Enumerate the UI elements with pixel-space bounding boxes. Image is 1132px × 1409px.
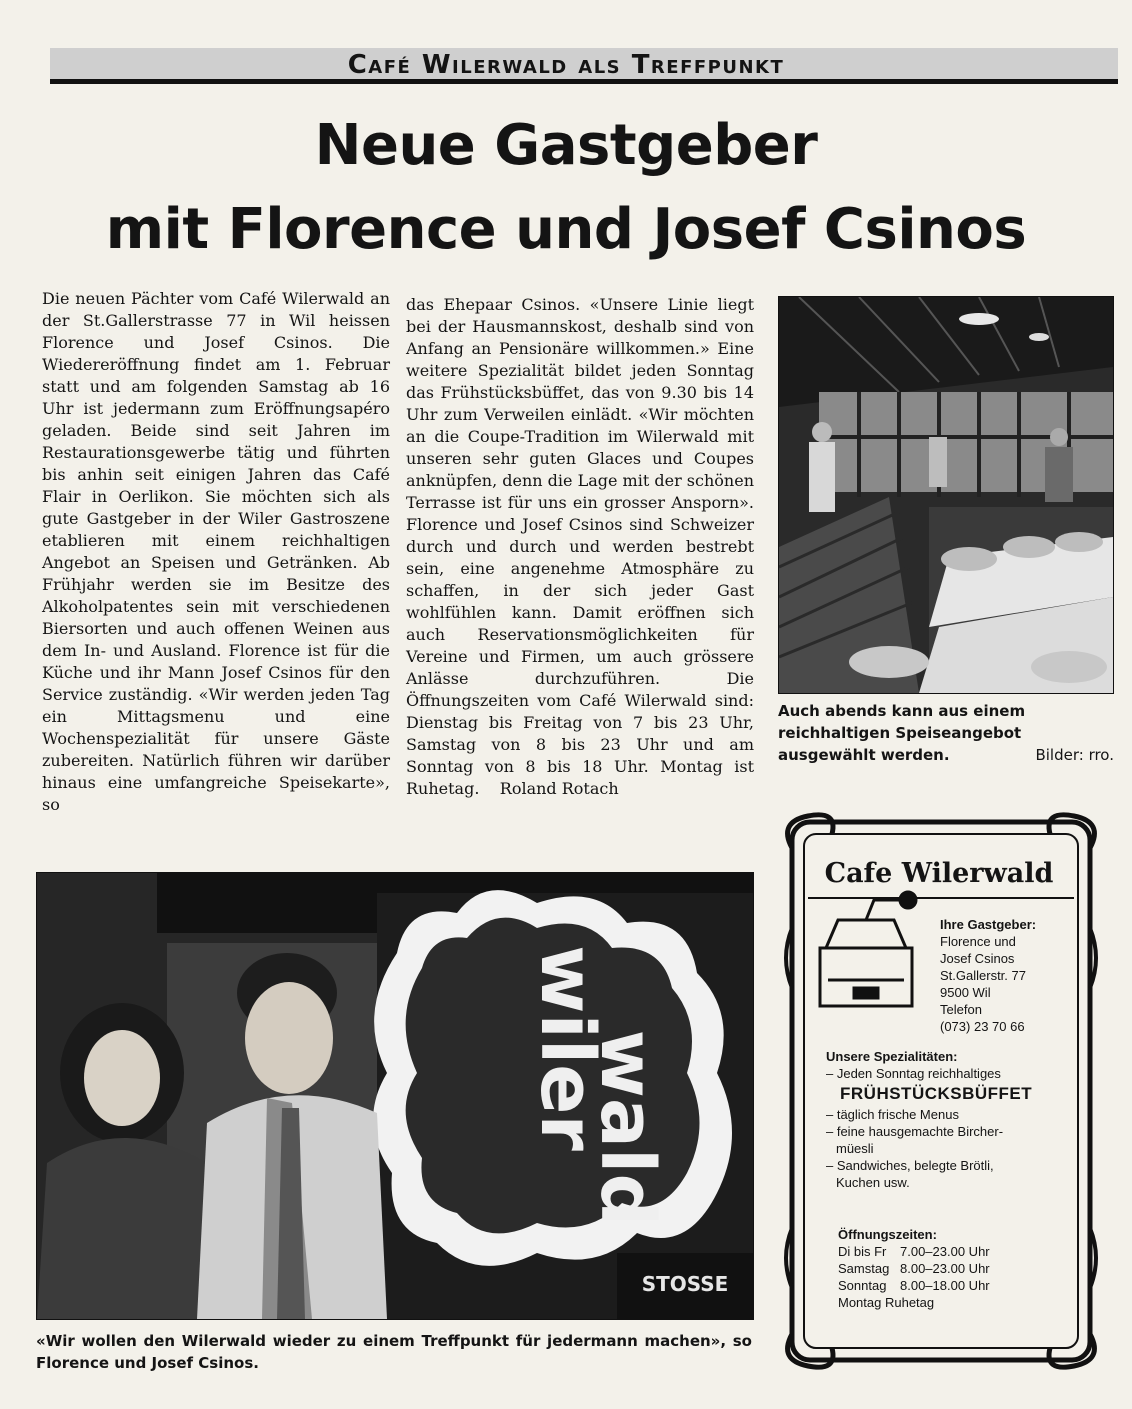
article-column-2-text [406,294,754,800]
ad-host-line: St.Gallerstr. 77 [940,968,1026,983]
ad-specialty-item: – Jeden Sonntag reichhaltiges [826,1066,1001,1081]
ad-host-line: Telefon [940,1002,982,1017]
ad-opening-hours [838,1226,1078,1311]
ad-hours-day: Sonntag [838,1278,887,1293]
article-column-2 [406,294,754,800]
restaurant-interior-photo [778,296,1114,694]
ad-hours-day: Di bis Fr [838,1244,887,1259]
article-column-2-body: das Ehepaar Csinos. «Unsere Linie liegt bei der Hausmannskost, deshalb sind von Anfang an Pensionäre willkommen.» Eine weitere Spezialität bildet jeden Sonntag das Frühstücksbüffet, das von 9.30 bis 14 Uhr zum Verweilen einlädt. «Wir möchten an die Coupe-Tradition im Wilerwald mit unseren sehr guten Glaces und Coupes anknüpfen, denn die Lage mit der schönen Terrasse ist für uns ein grosser Ansporn». Florence und Josef Csinos sind Schweizer durch und durch und werden bestrebt sein, eine angenehme Atmosphäre zu schaffen, in der sich jeder Gast wohlfühlen kann. Damit eröffnen sich auch Reservationsmöglichkeiten für Vereine und Firmen, um auch grössere Anlässe durchzuführen. Die Öffnungszeiten vom Café Wilerwald sind: Dienstag bis Freitag von 7 bis 23 Uhr, Samstag von 8 bis 23 Uhr und am Sonntag von 8 bis 18 Uhr. Montag ist Ruhetag. [406,295,754,798]
door-lettering-wiler: wiler [524,945,610,1151]
ad-hours-row [838,1277,1078,1294]
ad-specialty-item: Kuchen usw. [836,1175,910,1190]
article-author: Roland Rotach [499,779,619,798]
kicker-title: Café Wilerwald als Treffpunkt [347,50,785,80]
door-sign: STOSSE [641,1272,729,1296]
ad-host-line: 9500 Wil [940,985,991,1000]
article-column-1-text: Die neuen Pächter vom Café Wilerwald an der St.Gallerstrasse 77 in Wil heissen Florence und Josef Csinos. Die Wiedereröffnung findet am 1. Februar statt und am folgenden Samstag ab 16 Uhr ist jedermann zum Eröffnungsapéro geladen. Beide sind seit Jahren im Restaurationsgewerbe tätig und führten bis anhin seit einigen Jahren das Café Flair in Oerlikon. Sie möchten sich als gute Gastgeber in der Wiler Gastroszene etablieren mit einem reichhaltigen Angebot an Speisen und Getränken. Ab Frühjahr werden sie im Besitze des Alkoholpatentes sein mit verschiedenen Biersorten und auch offenen Weinen aus dem In- und Ausland. Florence ist für die Küche und ihr Mann Josef Csinos für den Service zuständig. «Wir werden jeden Tag ein Mittagsmenu und eine Wochenspezialität für unsere Gäste zubereiten. Natürlich führen wir darüber hinaus eine umfangreiche Speisekarte», so [42,289,390,814]
ad-specialty-item: – täglich frische Menus [826,1107,959,1122]
coffee-grinder-icon [820,892,916,1006]
ad-title: Cafe Wilerwald [824,858,1054,889]
hosts-photo-illustration [37,873,753,1319]
ad-hours-row [838,1243,1078,1260]
photo-credit: Bilder: rro. [1035,746,1114,764]
ad-host-line: Florence und [940,934,1016,949]
ad-phone: (073) 23 70 66 [940,1019,1025,1034]
restaurant-photo-caption [778,700,1114,766]
ad-specialty-item: – Sandwiches, belegte Brötli, [826,1158,994,1173]
article-column-1 [42,288,390,816]
ad-specialty-highlight: FRÜHSTÜCKSBÜFFET [840,1084,1033,1103]
ad-hours-time: 7.00–23.00 Uhr [900,1244,990,1259]
ad-specialties-title: Unsere Spezialitäten: [826,1049,958,1064]
headline-line-2: mit Florence und Josef Csinos [105,197,1027,262]
ad-hosts [940,916,1080,1035]
ad-hosts-title: Ihre Gastgeber: [940,917,1037,932]
ad-specialties [826,1048,1082,1191]
restaurant-caption-text: Auch abends kann aus einem reichhaltigen Speiseangebot ausgewählt werden. [778,702,1026,764]
hosts-photo [36,872,754,1320]
ad-specialty-item: müesli [836,1141,874,1156]
ad-closed-day: Montag Ruhetag [838,1295,935,1310]
ad-hours-title: Öffnungszeiten: [838,1227,937,1242]
hosts-photo-caption: «Wir wollen den Wilerwald wieder zu einem Treffpunkt für jedermann machen», so Florence und Josef Csinos. [36,1332,752,1372]
ad-hours-day: Samstag [838,1261,890,1276]
ad-hours-time: 8.00–18.00 Uhr [900,1278,990,1293]
restaurant-interior-illustration [779,297,1113,693]
ad-host-line: Josef Csinos [940,951,1015,966]
ad-hours-time: 8.00–23.00 Uhr [900,1261,990,1276]
headline-line-1: Neue Gastgeber [314,113,818,178]
ad-specialty-item: – feine hausgemachte Bircher- [826,1124,1004,1139]
door-lettering-wald: wald [584,1029,670,1227]
ad-hours-row [838,1260,1078,1277]
